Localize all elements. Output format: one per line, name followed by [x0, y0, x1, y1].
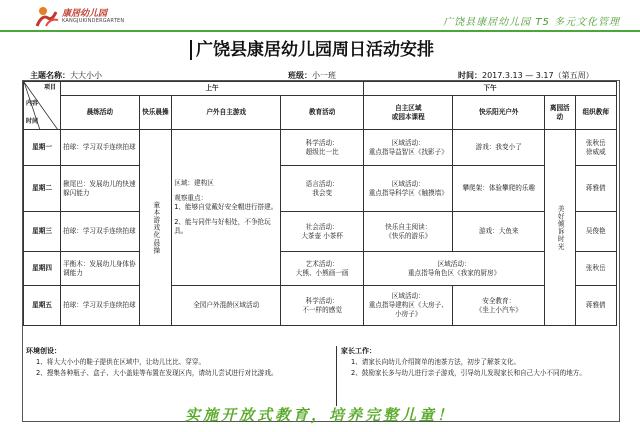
- edu-cell: [281, 252, 364, 286]
- col-leave: 离园活动: [545, 96, 576, 130]
- zone-cell: [364, 286, 453, 326]
- home-line2: 2、鼓励家长多与幼儿进行亲子游戏，引导幼儿发现家长和自己大小不同的地方。: [351, 368, 586, 377]
- teacher-cell: 张秋岳: [575, 252, 616, 286]
- page-title: 广饶县康居幼儿园周日活动安排: [190, 40, 434, 60]
- env-line2: 2、搜集各种瓶子、盒子、大小盖娃等布置在发现区内，请幼儿尝试进行对比游戏。: [36, 368, 278, 377]
- teacher-cell: 蒋雅倩: [575, 166, 616, 212]
- outdoor-fri-cell: 全园户外混龄区域活动: [172, 286, 281, 326]
- play-text: 童本游戏化晨操: [151, 200, 160, 255]
- kindergarten-logo-icon: [34, 4, 60, 28]
- sun-cell: 攀爬架：体验攀爬的乐趣: [453, 166, 545, 212]
- morning-cell: 揪尾巴：发展幼儿的快速躲闪能力: [61, 166, 139, 212]
- day-label: 星期五: [24, 286, 61, 326]
- play-merged-cell: [139, 130, 172, 326]
- edu-desc: 超级比一比: [305, 147, 339, 156]
- page-header: [0, 0, 640, 30]
- morning-cell: 平衡木：发展幼儿身体协调能力: [61, 252, 139, 286]
- period-am: 上午: [61, 82, 364, 96]
- corner-item-label: 项目: [44, 84, 57, 91]
- theme-value: 大大小小: [70, 71, 102, 80]
- day-label: 星期三: [24, 212, 61, 252]
- teacher-cell: 蒋雅倩: [575, 286, 616, 326]
- day-label: 星期二: [24, 166, 61, 212]
- table-row: [24, 212, 617, 252]
- home-line1: 1、请家长向幼儿介绍简单的池茶方法，初步了解茶文化。: [351, 358, 521, 367]
- edu-desc: 我会变: [312, 188, 333, 197]
- edu-desc: 大熊、小熊画一画: [295, 268, 349, 277]
- parent-notes: [341, 346, 613, 406]
- edu-title: 科学活动：: [305, 296, 339, 305]
- header-motto: 广饶县康居幼儿园 T5 多元文化管理: [443, 17, 620, 28]
- zone-cell: [364, 252, 545, 286]
- logo-text: 康居幼儿园: [62, 9, 108, 19]
- theme-label: 主题名称：: [30, 71, 70, 80]
- time-label: 时间：: [458, 71, 482, 80]
- leave-merged-cell: [545, 130, 576, 326]
- day-label: 星期一: [24, 130, 61, 166]
- col-sun: 快乐阳光户外: [453, 96, 545, 130]
- zone-title: 区域活动：: [391, 179, 425, 188]
- sun-desc: 《坐上小汽车》: [475, 305, 522, 314]
- table-row: [24, 252, 617, 286]
- zone-title: 区域活动：: [391, 292, 425, 301]
- col-outdoor: 户外自主游戏: [172, 96, 281, 130]
- outdoor-merged-cell: [172, 130, 281, 286]
- zone-cell: [364, 166, 453, 212]
- outdoor-line3: 1、能够自觉戴好安全帽进行搭建。: [174, 203, 278, 212]
- footer-slogan: 实施开放式教育，培养完整儿童！: [184, 406, 455, 424]
- zone-title: 区域活动：: [391, 138, 425, 147]
- zone-desc: 重点指导建构区《大房子、小房子》: [368, 301, 448, 318]
- table-row: [24, 130, 617, 166]
- teacher-cell: 吴俊艳: [575, 212, 616, 252]
- edu-desc: 大茶壶 小茶杯: [301, 231, 343, 240]
- edu-cell: [281, 130, 364, 166]
- edu-title: 语言活动：: [305, 179, 339, 188]
- morning-cell: 拍球：学习双手连续拍球: [61, 130, 139, 166]
- table-row: [24, 286, 617, 326]
- table-corner-cell: [24, 82, 61, 130]
- notes-section: [23, 346, 617, 406]
- outdoor-line2: 观察重点：: [174, 194, 208, 203]
- edu-cell: [281, 212, 364, 252]
- corner-content-label: 内容: [26, 100, 39, 107]
- edu-cell: [281, 166, 364, 212]
- class-value: 小一班: [312, 71, 336, 80]
- zone-desc: 重点指导益智区《找影子》: [368, 147, 448, 156]
- outdoor-line1: 区域：建构区: [174, 179, 214, 188]
- period-pm: 下午: [364, 82, 617, 96]
- corner-time-label: 时间: [26, 118, 39, 125]
- outdoor-line4: 2、能与同伴与好相处，不争抢玩具。: [174, 217, 271, 235]
- table-row: [24, 166, 617, 212]
- zone-desc: 重点指导角色区《我家的厨房》: [407, 268, 501, 277]
- edu-title: 艺术活动：: [305, 259, 339, 268]
- edu-desc: 不一样的感觉: [302, 305, 342, 314]
- sun-cell: [453, 286, 545, 326]
- zone-title: 区域活动：: [437, 259, 471, 268]
- sun-cell: 游戏：我变小了: [453, 130, 545, 166]
- col-play: 快乐晨操: [139, 96, 172, 130]
- morning-cell: 拍球：学习双手连续拍球: [61, 212, 139, 252]
- zone-cell: [364, 130, 453, 166]
- day-label: 星期四: [24, 252, 61, 286]
- leave-text: 美好倾诉时光: [556, 204, 565, 251]
- env-line1: 1、将大大小小的鞋子提供在区域中，让幼儿比比、穿穿。: [36, 358, 206, 367]
- logo-subtext: KANGJUKINDERGARTEN: [62, 18, 125, 24]
- col-edu: 教育活动: [281, 96, 364, 130]
- edu-title: 科学活动：: [305, 138, 339, 147]
- col-teacher: 组织教师: [575, 96, 616, 130]
- zone-cell: [364, 212, 453, 252]
- col-zone: 自主区域 或园本课程: [364, 96, 453, 130]
- home-title: 家长工作：: [341, 347, 376, 355]
- zone-title: 快乐自主阅读：: [385, 222, 432, 231]
- morning-cell: 拍球：学习双手连续拍球: [61, 286, 139, 326]
- env-title: 环境创设：: [26, 347, 61, 355]
- time-value: 2017.3.13 — 3.17（第五周）: [482, 71, 594, 80]
- environment-notes: [26, 346, 332, 406]
- notes-divider: [336, 346, 337, 406]
- schedule-table: [23, 81, 617, 326]
- zone-desc: 《快乐的游乐》: [385, 231, 432, 240]
- edu-cell: [281, 286, 364, 326]
- edu-title: 社会活动：: [305, 222, 339, 231]
- col-morning: 晨练活动: [61, 96, 139, 130]
- teacher-cell: 张秋岳 徐威威: [575, 130, 616, 166]
- header-divider: [0, 30, 640, 32]
- sun-cell: 游戏：大鱼来: [453, 212, 545, 252]
- sun-title: 安全教育：: [482, 296, 516, 305]
- zone-desc: 重点指导科学区《触摸墙》: [368, 188, 448, 197]
- class-label: 班级：: [288, 71, 312, 80]
